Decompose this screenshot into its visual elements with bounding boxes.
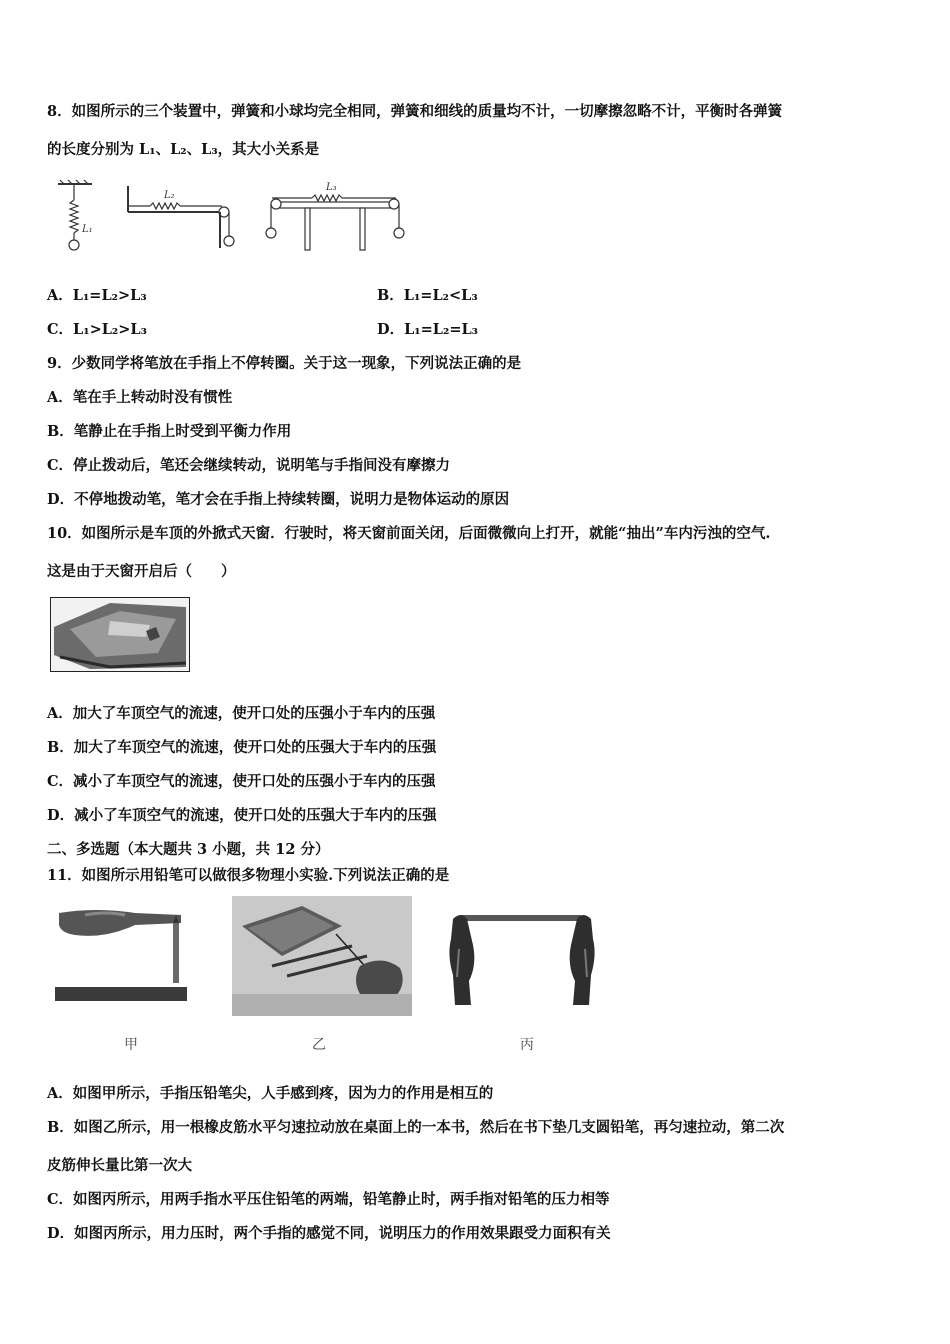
q10-stem-line1: 10．如图所示是车顶的外掀式天窗．行驶时，将天窗前面关闭，后面微微向上打开，就能“抽出”车内污浊的空气. bbox=[47, 525, 771, 542]
q11-option-b-line2: 皮筋伸长量比第一次大 bbox=[47, 1157, 192, 1174]
q9-option-c: C．停止拨动后，笔还会继续转动，说明笔与手指间没有摩擦力 bbox=[47, 457, 451, 474]
spring-device-2 bbox=[128, 186, 234, 248]
q10-option-d: D．减小了车顶空气的流速，使开口处的压强大于车内的压强 bbox=[47, 807, 437, 824]
q9-option-d: D．不停地拨动笔，笔才会在手指上持续转圈，说明力是物体运动的原因 bbox=[47, 491, 510, 508]
label-L2: L₂ bbox=[164, 190, 175, 201]
q8-stem-line1: 8．如图所示的三个装置中，弹簧和小球均完全相同，弹簧和细线的质量均不计，一切摩擦忽略不计，平衡时各弹簧 bbox=[47, 103, 783, 120]
q8-option-d: D．L₁=L₂=L₃ bbox=[377, 321, 479, 338]
q11-stem: 11．如图所示用铅笔可以做很多物理小实验.下列说法正确的是 bbox=[47, 867, 450, 884]
q10-option-c: C．减小了车顶空气的流速，使开口处的压强小于车内的压强 bbox=[47, 773, 436, 790]
caption-jia: 甲 bbox=[124, 1037, 138, 1053]
q10-option-a: A．加大了车顶空气的流速，使开口处的压强小于车内的压强 bbox=[47, 705, 436, 722]
caption-yi: 乙 bbox=[312, 1037, 326, 1053]
caption-bing: 丙 bbox=[520, 1037, 534, 1053]
q8-option-a: A．L₁=L₂>L₃ bbox=[47, 287, 147, 304]
q9-option-a: A．笔在手上转动时没有惯性 bbox=[47, 389, 233, 406]
q11-option-b-line1: B．如图乙所示，用一根橡皮筋水平匀速拉动放在桌面上的一本书，然后在书下垫几支圆铅笔，再匀速拉动，第二次 bbox=[47, 1119, 785, 1136]
spring-device-3 bbox=[266, 195, 404, 250]
q8-stem-line2: 的长度分别为 L₁、L₂、L₃，其大小关系是 bbox=[47, 141, 320, 158]
section-title: 二、多选题（本大题共 3 小题，共 12 分） bbox=[47, 841, 330, 858]
q10-option-b: B．加大了车顶空气的流速，使开口处的压强大于车内的压强 bbox=[47, 739, 437, 756]
q8-option-b: B．L₁=L₂<L₃ bbox=[377, 287, 478, 304]
figure-yi-book-rubber-band bbox=[232, 896, 412, 1016]
q11-option-d: D．如图丙所示，用力压时，两个手指的感觉不同，说明压力的作用效果跟受力面积有关 bbox=[47, 1225, 611, 1242]
q10-stem-line2: 这是由于天窗开启后（ ） bbox=[47, 563, 236, 580]
spring-device-1 bbox=[58, 180, 92, 250]
figure-bing-two-fingers-pencil bbox=[447, 905, 597, 1015]
q11-option-c: C．如图丙所示，用两手指水平压住铅笔的两端，铅笔静止时，两手指对铅笔的压力相等 bbox=[47, 1191, 610, 1208]
q9-stem: 9．少数同学将笔放在手指上不停转圈。关于这一现象，下列说法正确的是 bbox=[47, 355, 522, 372]
q8-option-c: C．L₁>L₂>L₃ bbox=[47, 321, 147, 338]
label-L3: L₃ bbox=[326, 182, 337, 193]
q9-option-b: B．笔静止在手指上时受到平衡力作用 bbox=[47, 423, 292, 440]
figure-jia-finger-pencil bbox=[55, 905, 195, 1005]
label-L1: L₁ bbox=[82, 224, 93, 235]
q11-option-a: A．如图甲所示，手指压铅笔尖，人手感到疼，因为力的作用是相互的 bbox=[47, 1085, 494, 1102]
sunroof-photo bbox=[50, 597, 190, 672]
q8-spring-figure bbox=[50, 178, 410, 258]
